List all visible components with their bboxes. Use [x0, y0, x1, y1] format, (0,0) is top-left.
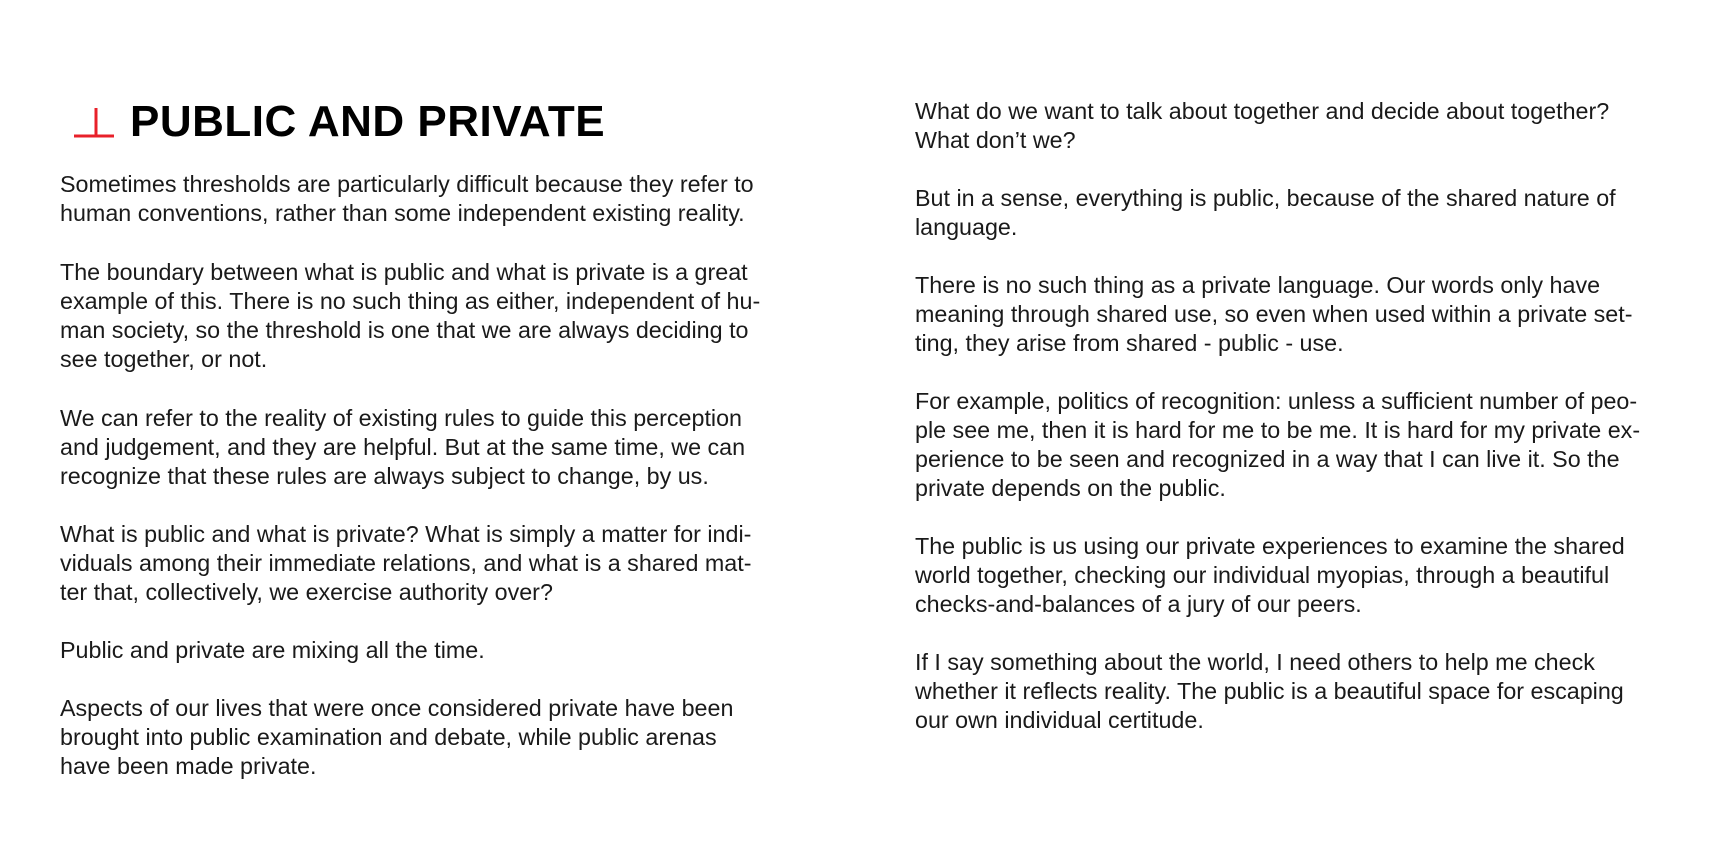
threshold-icon	[72, 102, 116, 142]
left-paragraph-6: Aspects of our lives that were once considered private have been brought into public examination and debate, while public arenas have been made private.	[60, 695, 734, 779]
right-paragraph-4: For example, politics of recognition: unless a sufficient number of peo- ple see me, then it is hard for me to be me. It is hard for my private ex- perience to be seen and recognized in a way that I can live it. So the private depends on the public.	[915, 388, 1641, 501]
left-paragraph-2: The boundary between what is public and what is private is a great example of this. There is no such thing as either, independent of hu- man society, so the threshold is one that we are always deciding to see together, or not.	[60, 259, 761, 372]
page-header	[72, 92, 605, 152]
left-paragraph-3: We can refer to the reality of existing rules to guide this perception and judgement, and they are helpful. But at the same time, we can recognize that these rules are always subject to change, by us.	[60, 405, 746, 489]
right-paragraph-2: But in a sense, everything is public, because of the shared nature of language.	[915, 185, 1616, 240]
page-title: PUBLIC AND PRIVATE	[130, 97, 606, 146]
left-paragraph-1: Sometimes thresholds are particularly difficult because they refer to human conventions, rather than some independent existing reality.	[60, 171, 754, 226]
right-paragraph-3: There is no such thing as a private language. Our words only have meaning through shared use, so even when used within a private set- ting, they arise from shared - public - use.	[915, 272, 1633, 356]
right-paragraph-5: The public is us using our private experiences to examine the shared world together, checking our individual myopias, through a beautiful checks-and-balances of a jury of our peers.	[915, 533, 1625, 617]
right-paragraph-1: What do we want to talk about together and decide about together? What don’t we?	[915, 98, 1610, 153]
left-paragraph-4: What is public and what is private? What is simply a matter for indi- viduals among their immediate relations, and what is a shared mat- ter that, collectively, we exercise authority over?	[60, 521, 752, 605]
left-paragraph-5: Public and private are mixing all the time.	[60, 637, 485, 663]
right-paragraph-6: If I say something about the world, I need others to help me check whether it reflects reality. The public is a beautiful space for escaping our own individual certitude.	[915, 649, 1624, 733]
